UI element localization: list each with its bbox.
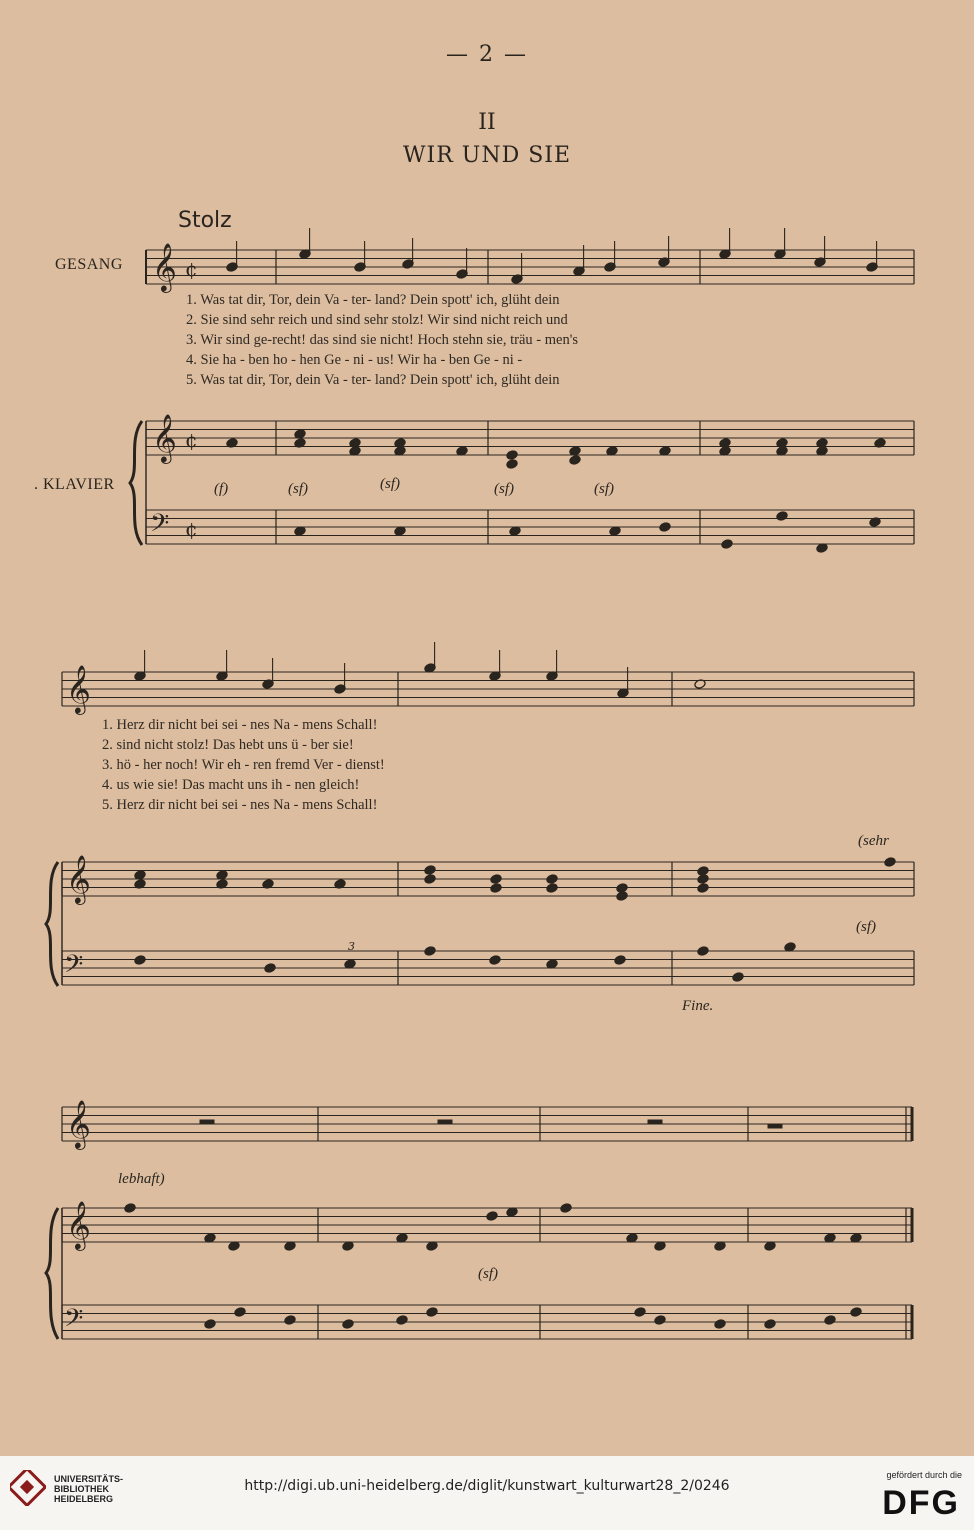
expression-lebhaft: lebhaft) xyxy=(118,1171,165,1187)
dynamic-sf-3: (sf) xyxy=(494,481,514,497)
song-title: WIR UND SIE xyxy=(402,143,572,168)
brace-icon xyxy=(130,421,142,545)
tempo-marking: Stolz xyxy=(178,208,232,233)
note-head xyxy=(697,946,709,957)
note-head xyxy=(342,1319,354,1330)
note-head xyxy=(569,455,581,466)
dynamic-sf-5: (sf) xyxy=(856,919,876,935)
note-head xyxy=(506,459,518,470)
dynamic-sf-6: (sf) xyxy=(478,1266,498,1282)
dfg-logo: DFG xyxy=(882,1484,960,1522)
note-head xyxy=(697,883,709,894)
note-head xyxy=(490,874,502,885)
note-head xyxy=(764,1319,776,1330)
note-head xyxy=(824,1315,836,1326)
note-head xyxy=(546,874,558,885)
note-head xyxy=(614,955,626,966)
lyric-verse-4b: 4. us wie sie! Das macht uns ih - nen gleich! xyxy=(102,777,360,793)
cut-time-icon: ¢ xyxy=(185,517,198,541)
cut-time-icon: ¢ xyxy=(185,428,198,452)
lyric-verse-2: 2. Sie sind sehr reich und sind sehr stolz! Wir sind nicht reich und xyxy=(186,312,568,328)
treble-clef-icon: 𝄞 xyxy=(152,413,177,462)
note-head xyxy=(776,511,788,522)
note-head xyxy=(426,1307,438,1318)
note-head xyxy=(396,1315,408,1326)
note-head xyxy=(424,946,436,957)
note-head xyxy=(732,972,744,983)
note-head xyxy=(714,1319,726,1330)
note-head xyxy=(124,1203,136,1214)
note-head xyxy=(850,1307,862,1318)
note-head xyxy=(486,1211,498,1222)
song-number: II xyxy=(478,110,496,135)
gesang-label: GESANG xyxy=(55,256,123,273)
note-head xyxy=(560,1203,572,1214)
source-url[interactable]: http://digi.ub.uni-heidelberg.de/diglit/kunstwart_kulturwart28_2/0246 xyxy=(244,1478,730,1494)
treble-clef-icon: 𝄞 xyxy=(66,1099,91,1148)
note-head xyxy=(659,522,671,533)
note-head xyxy=(721,539,733,550)
treble-clef-icon: 𝄞 xyxy=(152,242,177,291)
note-head xyxy=(134,955,146,966)
lyric-verse-1: 1. Was tat dir, Tor, dein Va - ter- land? Dein spott' ich, glüht dein xyxy=(186,292,560,308)
funded-by-label: gefördert durch die xyxy=(886,1470,962,1480)
note-head xyxy=(616,891,628,902)
note-head xyxy=(634,1307,646,1318)
lyric-verse-2b: 2. sind nicht stolz! Das hebt uns ü - ber sie! xyxy=(102,737,354,753)
bass-clef-icon: 𝄢 xyxy=(64,950,84,985)
dynamic-f-1: (f) xyxy=(214,481,229,497)
whole-rest xyxy=(438,1120,452,1124)
note-head xyxy=(284,1315,296,1326)
whole-rest xyxy=(768,1124,782,1128)
whole-rest xyxy=(200,1120,214,1124)
note-head xyxy=(424,874,436,885)
treble-clef-icon: 𝄞 xyxy=(66,1200,91,1249)
fine-marking: Fine. xyxy=(682,998,714,1014)
note-head xyxy=(264,963,276,974)
note-head xyxy=(489,955,501,966)
treble-clef-icon: 𝄞 xyxy=(66,854,91,903)
note-head xyxy=(546,883,558,894)
lyric-verse-3b: 3. hö - her noch! Wir eh - ren fremd Ver - dienst! xyxy=(102,757,385,773)
lyric-verse-3: 3. Wir sind ge-recht! das sind sie nicht! Hoch stehn sie, träu - men's xyxy=(186,332,578,348)
note-head xyxy=(884,857,896,868)
bass-clef-icon: 𝄢 xyxy=(64,1304,84,1339)
triplet-mark: 3 xyxy=(348,940,355,953)
treble-clef-icon: 𝄞 xyxy=(66,664,91,713)
lyric-verse-1b: 1. Herz dir nicht bei sei - nes Na - mens Schall! xyxy=(102,717,378,733)
note-head xyxy=(204,1319,216,1330)
library-name: UNIVERSITÄTS- BIBLIOTHEK HEIDELBERG xyxy=(54,1474,124,1504)
klavier-label: . KLAVIER xyxy=(34,476,115,493)
brace-icon xyxy=(46,862,58,986)
dynamic-sf-4: (sf) xyxy=(594,481,614,497)
lyric-verse-5: 5. Was tat dir, Tor, dein Va - ter- land? Dein spott' ich, glüht dein xyxy=(186,372,560,388)
cut-time-icon: ¢ xyxy=(185,257,198,281)
lyric-verse-4: 4. Sie ha - ben ho - hen Ge - ni - us! Wir ha - ben Ge - ni - xyxy=(186,352,523,368)
expression-sehr: (sehr xyxy=(858,833,889,849)
note-head xyxy=(234,1307,246,1318)
bass-clef-icon: 𝄢 xyxy=(150,509,170,544)
lyric-verse-5b: 5. Herz dir nicht bei sei - nes Na - mens Schall! xyxy=(102,797,378,813)
brace-icon xyxy=(46,1208,58,1339)
dynamic-sf-1: (sf) xyxy=(288,481,308,497)
page-number: — 2 — xyxy=(446,42,528,67)
note-head xyxy=(506,450,518,461)
whole-rest xyxy=(648,1120,662,1124)
note-head xyxy=(697,874,709,885)
note-head xyxy=(490,883,502,894)
note-head xyxy=(424,865,436,876)
dynamic-sf-2: (sf) xyxy=(380,476,400,492)
note-head xyxy=(654,1315,666,1326)
